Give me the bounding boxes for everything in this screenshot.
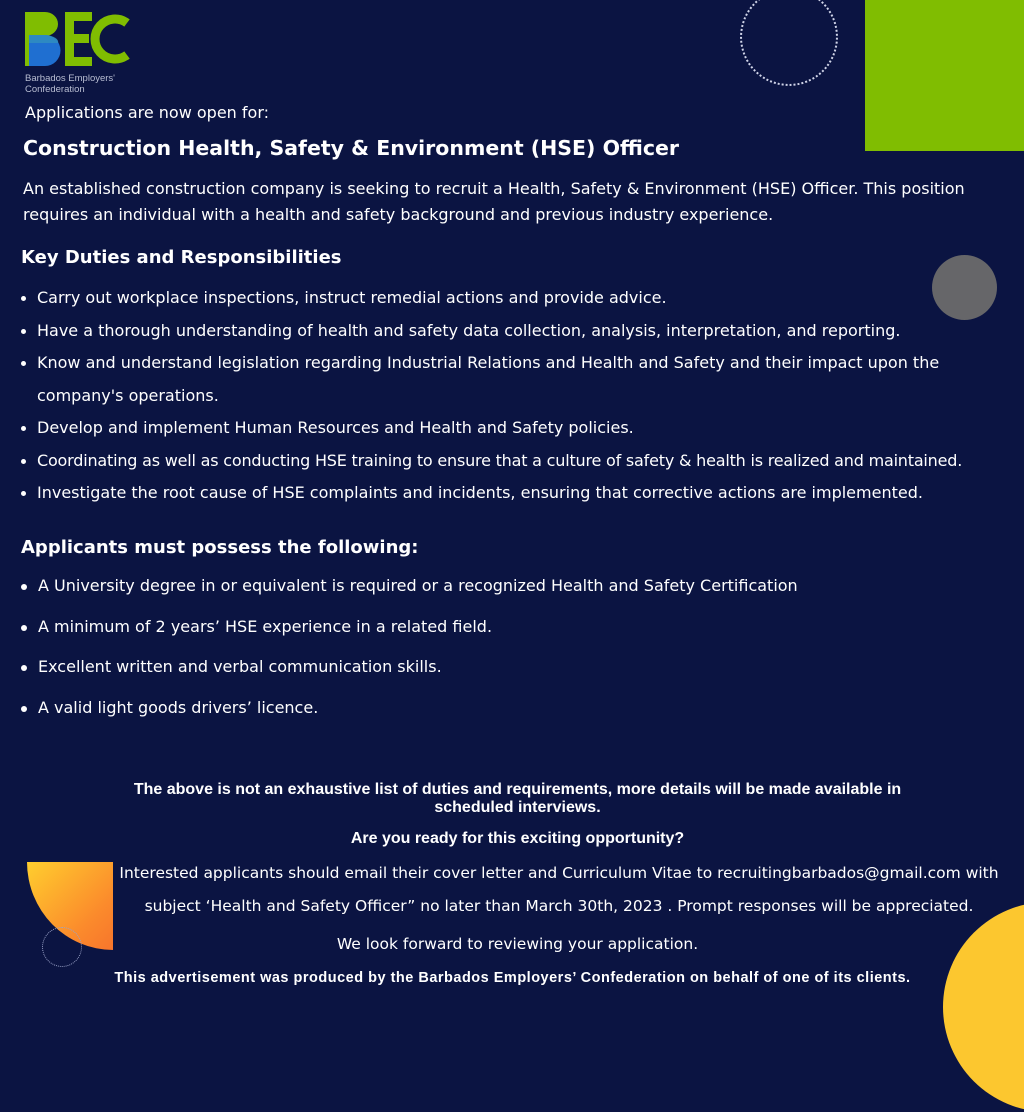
- small-dotted-circle-decoration: [42, 927, 82, 967]
- logo-organization-name: Barbados Employers' Confederation: [25, 73, 115, 95]
- list-item: Carry out workplace inspections, instruct remedial actions and provide advice.: [20, 282, 1020, 315]
- list-item: A valid light goods drivers’ licence.: [20, 698, 1000, 718]
- application-instructions: Interested applicants should email their cover letter and Curriculum Vitae to recruitingbarbados@gmail.com with subject ‘Health and Safety Officer” no later than March 30th, 2023 . Prompt responses will be appreciated.: [119, 864, 999, 915]
- footer-attribution: This advertisement was produced by the Barbados Employers’ Confederation on behalf of one of its clients.: [114, 970, 911, 986]
- requirements-heading: Applicants must possess the following:: [21, 537, 419, 558]
- dotted-circle-decoration: [740, 0, 838, 86]
- intro-text: Applications are now open for:: [25, 103, 270, 122]
- bec-logo: [25, 10, 145, 100]
- opportunity-question: Are you ready for this exciting opportunity?: [350, 830, 685, 847]
- job-title: Construction Health, Safety & Environment (HSE) Officer: [23, 136, 680, 160]
- list-item: Investigate the root cause of HSE complaints and incidents, ensuring that corrective actions are implemented.: [20, 477, 1020, 510]
- requirements-list: [20, 576, 1000, 738]
- list-item: A minimum of 2 years’ HSE experience in a related field.: [20, 617, 1000, 637]
- list-item: A University degree in or equivalent is required or a recognized Health and Safety Certification: [20, 576, 1000, 596]
- yellow-circle-decoration: [943, 902, 1024, 1112]
- green-corner-block: [865, 0, 1024, 151]
- list-item: Coordinating as well as conducting HSE training to ensure that a culture of safety & health is realized and maintained.: [20, 445, 1020, 478]
- list-item: Excellent written and verbal communication skills.: [20, 657, 1000, 677]
- bec-logo-mark: [25, 10, 135, 70]
- job-description: An established construction company is seeking to recruit a Health, Safety & Environment (HSE) Officer. This position requires an individual with a health and safety background and previous industry experience.: [23, 179, 965, 224]
- duties-heading: Key Duties and Responsibilities: [21, 247, 342, 268]
- disclaimer-note: The above is not an exhaustive list of duties and requirements, more details will be made available in scheduled interviews.: [133, 781, 902, 816]
- list-item: Have a thorough understanding of health and safety data collection, analysis, interpretation, and reporting.: [20, 315, 1020, 348]
- list-item: Know and understand legislation regarding Industrial Relations and Health and Safety and their impact upon the company's operations.: [20, 347, 1020, 412]
- closing-line: We look forward to reviewing your application.: [336, 935, 699, 953]
- duties-list: [20, 282, 1020, 510]
- list-item: Develop and implement Human Resources and Health and Safety policies.: [20, 412, 1020, 445]
